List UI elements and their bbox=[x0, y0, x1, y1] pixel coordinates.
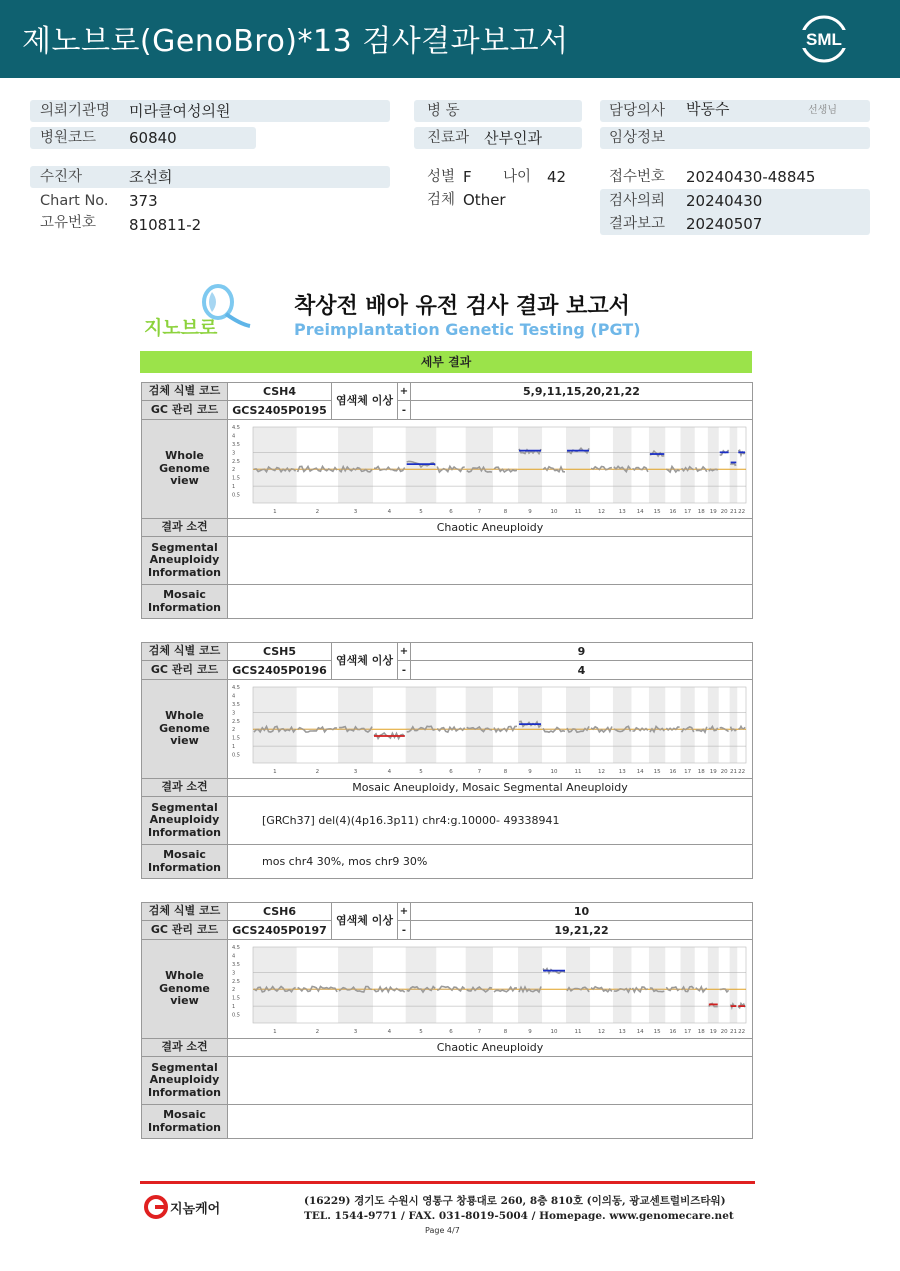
loss-sign: - bbox=[398, 661, 411, 680]
loss-sign: - bbox=[398, 401, 411, 420]
specimen-value: Other bbox=[463, 191, 506, 209]
whole-genome-label: Whole Genome view bbox=[142, 680, 228, 779]
sex-label: 성별 bbox=[427, 169, 456, 185]
x-tick-label: 20 bbox=[720, 768, 728, 775]
segmental-label: Segmental Aneuploidy Information bbox=[142, 537, 228, 585]
y-tick-label: 3 bbox=[232, 449, 236, 456]
chart-frame bbox=[253, 427, 746, 503]
x-tick-label: 13 bbox=[618, 768, 626, 775]
unique-no-label: 고유번호 bbox=[40, 215, 97, 231]
y-tick-label: 4 bbox=[232, 952, 236, 959]
x-tick-label: 17 bbox=[684, 768, 692, 775]
x-tick-label: 14 bbox=[636, 768, 644, 775]
loss-sign: - bbox=[398, 921, 411, 940]
whole-genome-label: Whole Genome view bbox=[142, 940, 228, 1039]
sample-table bbox=[141, 902, 753, 1139]
x-tick-label: 11 bbox=[574, 1028, 582, 1035]
x-tick-label: 11 bbox=[574, 508, 582, 515]
x-tick-label: 18 bbox=[697, 508, 705, 515]
footer-address-block bbox=[304, 1194, 734, 1224]
gc-code-value: GCS2405P0197 bbox=[228, 921, 332, 940]
doctor-value: 박동수 bbox=[686, 100, 730, 118]
y-tick-label: 4.5 bbox=[232, 684, 240, 691]
report-title: 착상전 배아 유전 검사 결과 보고서 bbox=[294, 294, 630, 319]
gains-value: 9 bbox=[411, 643, 753, 661]
chromosome-band bbox=[613, 947, 632, 1023]
y-tick-label: 1 bbox=[232, 483, 236, 490]
sample-code-label: 검체 식별 코드 bbox=[142, 643, 228, 661]
y-tick-label: 3 bbox=[232, 969, 236, 976]
x-tick-label: 8 bbox=[503, 508, 508, 515]
chromosome-band bbox=[681, 427, 695, 503]
x-tick-label: 2 bbox=[315, 1028, 320, 1035]
x-tick-label: 3 bbox=[353, 1028, 358, 1035]
chromosome-band bbox=[253, 687, 297, 763]
chromosome-band bbox=[406, 947, 437, 1023]
x-tick-label: 16 bbox=[669, 508, 677, 515]
x-tick-label: 22 bbox=[738, 1028, 746, 1035]
x-tick-label: 1 bbox=[273, 768, 277, 775]
chromosome-band bbox=[566, 687, 590, 763]
doctor-suffix: 선생님 bbox=[808, 105, 837, 116]
whole-genome-chart-cell bbox=[228, 420, 753, 519]
gc-code-label: GC 관리 코드 bbox=[142, 661, 228, 680]
gc-code-value: GCS2405P0195 bbox=[228, 401, 332, 420]
y-tick-label: 3.5 bbox=[232, 961, 240, 968]
y-tick-label: 0.5 bbox=[232, 492, 240, 499]
hospital-code-value: 60840 bbox=[129, 129, 177, 147]
x-tick-label: 19 bbox=[709, 1028, 717, 1035]
chart-frame bbox=[253, 687, 746, 763]
x-tick-label: 20 bbox=[720, 1028, 728, 1035]
x-tick-label: 20 bbox=[720, 508, 728, 515]
x-tick-label: 21 bbox=[729, 508, 737, 515]
gains-value: 5,9,11,15,20,21,22 bbox=[411, 383, 753, 401]
chromosome-band bbox=[406, 687, 437, 763]
sample-code-label: 검체 식별 코드 bbox=[142, 903, 228, 921]
patient-name: 조선희 bbox=[129, 168, 173, 186]
copy-number-trace bbox=[298, 727, 338, 732]
chromosome-band bbox=[708, 947, 719, 1023]
y-tick-label: 2 bbox=[232, 466, 236, 473]
x-tick-label: 2 bbox=[315, 768, 320, 775]
y-tick-label: 0.5 bbox=[232, 1012, 240, 1019]
chromosome-abn-label: 염색체 이상 bbox=[332, 643, 398, 680]
request-value: 20240430 bbox=[686, 192, 763, 210]
x-tick-label: 18 bbox=[697, 768, 705, 775]
chromosome-band bbox=[649, 947, 665, 1023]
chromosome-band bbox=[338, 947, 373, 1023]
x-tick-label: 14 bbox=[636, 508, 644, 515]
x-tick-label: 21 bbox=[729, 768, 737, 775]
x-tick-label: 5 bbox=[419, 1028, 423, 1035]
mosaic-value bbox=[228, 1105, 753, 1139]
y-tick-label: 2.5 bbox=[232, 458, 240, 465]
section-title: 세부 결과 bbox=[140, 351, 752, 373]
chromosome-band bbox=[708, 687, 719, 763]
chromosome-band bbox=[518, 947, 542, 1023]
mosaic-label: Mosaic Information bbox=[142, 1105, 228, 1139]
x-tick-label: 22 bbox=[738, 508, 746, 515]
x-tick-label: 16 bbox=[669, 1028, 677, 1035]
x-tick-label: 13 bbox=[618, 508, 626, 515]
gc-code-value: GCS2405P0196 bbox=[228, 661, 332, 680]
segmental-value bbox=[228, 1057, 753, 1105]
header-bar bbox=[0, 0, 900, 78]
chromosome-band bbox=[681, 687, 695, 763]
y-tick-label: 2 bbox=[232, 726, 236, 733]
y-tick-label: 3.5 bbox=[232, 441, 240, 448]
patient-label: 수진자 bbox=[40, 169, 83, 185]
chromosome-band bbox=[518, 427, 542, 503]
x-tick-label: 10 bbox=[550, 768, 558, 775]
segmental-value: [GRCh37] del(4)(4p16.3p11) chr4:g.10000- 49338941 bbox=[228, 797, 753, 845]
chromosome-band bbox=[730, 947, 738, 1023]
x-tick-label: 17 bbox=[684, 508, 692, 515]
whole-genome-chart bbox=[228, 941, 752, 1038]
y-tick-label: 1 bbox=[232, 1003, 236, 1010]
y-tick-label: 3 bbox=[232, 709, 236, 716]
genobro-logo bbox=[140, 280, 255, 340]
chromosome-band bbox=[730, 687, 738, 763]
x-tick-label: 12 bbox=[597, 768, 605, 775]
chromosome-band bbox=[649, 427, 665, 503]
segmental-value bbox=[228, 537, 753, 585]
report-subtitle: Preimplantation Genetic Testing (PGT) bbox=[294, 320, 641, 339]
result-finding-label: 결과 소견 bbox=[142, 1039, 228, 1057]
x-tick-label: 8 bbox=[503, 1028, 508, 1035]
copy-number-trace bbox=[543, 727, 565, 732]
copy-number-trace bbox=[738, 726, 745, 729]
clinical-label: 임상정보 bbox=[609, 130, 666, 146]
chromosome-band bbox=[613, 687, 632, 763]
whole-genome-chart bbox=[228, 681, 752, 778]
result-date-label: 결과보고 bbox=[609, 216, 666, 232]
sample-code-value: CSH6 bbox=[228, 903, 332, 921]
chart-no-value: 373 bbox=[129, 192, 158, 210]
chromosome-band bbox=[338, 427, 373, 503]
chromosome-abn-label: 염색체 이상 bbox=[332, 903, 398, 940]
department-label: 진료과 bbox=[427, 130, 470, 146]
chromosome-band bbox=[613, 427, 632, 503]
unique-no-value: 810811-2 bbox=[129, 216, 202, 234]
x-tick-label: 3 bbox=[353, 768, 358, 775]
segmental-label: Segmental Aneuploidy Information bbox=[142, 797, 228, 845]
chromosome-band bbox=[649, 687, 665, 763]
chromosome-band bbox=[338, 687, 373, 763]
y-tick-label: 3.5 bbox=[232, 701, 240, 708]
gain-sign: + bbox=[398, 383, 411, 401]
result-finding-label: 결과 소견 bbox=[142, 779, 228, 797]
chromosome-band bbox=[566, 947, 590, 1023]
x-tick-label: 15 bbox=[653, 1028, 661, 1035]
x-tick-label: 21 bbox=[729, 1028, 737, 1035]
footer-address: (16229) 경기도 수원시 영통구 창룡대로 260, 8층 810호 (이의동, 광교센트럴비즈타워) bbox=[304, 1195, 726, 1207]
copy-number-trace bbox=[437, 986, 465, 991]
sample-table bbox=[141, 642, 753, 879]
x-tick-label: 9 bbox=[528, 1028, 532, 1035]
sample-table bbox=[141, 382, 753, 619]
x-tick-label: 18 bbox=[697, 1028, 705, 1035]
y-tick-label: 2.5 bbox=[232, 718, 240, 725]
sml-logo bbox=[796, 14, 852, 64]
x-tick-label: 5 bbox=[419, 768, 423, 775]
receipt-value: 20240430-48845 bbox=[686, 168, 816, 186]
institution-label: 의뢰기관명 bbox=[40, 103, 111, 119]
whole-genome-chart bbox=[228, 421, 752, 518]
genomecare-logo-text: 지놈케어 bbox=[170, 1202, 221, 1217]
chromosome-abn-label: 염색체 이상 bbox=[332, 383, 398, 420]
sex-value: F bbox=[463, 168, 472, 186]
x-tick-label: 19 bbox=[709, 508, 717, 515]
mosaic-value: mos chr4 30%, mos chr9 30% bbox=[228, 845, 753, 879]
gain-sign: + bbox=[398, 643, 411, 661]
chromosome-band bbox=[681, 947, 695, 1023]
gain-sign: + bbox=[398, 903, 411, 921]
age-label: 나이 bbox=[503, 169, 532, 185]
y-tick-label: 4 bbox=[232, 692, 236, 699]
x-tick-label: 13 bbox=[618, 1028, 626, 1035]
x-tick-label: 12 bbox=[597, 1028, 605, 1035]
y-tick-label: 2 bbox=[232, 986, 236, 993]
sample-code-value: CSH4 bbox=[228, 383, 332, 401]
segmental-label: Segmental Aneuploidy Information bbox=[142, 1057, 228, 1105]
y-tick-label: 0.5 bbox=[232, 752, 240, 759]
chromosome-band bbox=[566, 427, 590, 503]
mosaic-label: Mosaic Information bbox=[142, 585, 228, 619]
x-tick-label: 10 bbox=[550, 1028, 558, 1035]
report-header-title: 제노브로(GenoBro)*13 검사결과보고서 bbox=[22, 24, 569, 59]
losses-value: 19,21,22 bbox=[411, 921, 753, 940]
sample-code-value: CSH5 bbox=[228, 643, 332, 661]
y-tick-label: 2.5 bbox=[232, 978, 240, 985]
x-tick-label: 3 bbox=[353, 508, 358, 515]
result-finding-value: Chaotic Aneuploidy bbox=[228, 519, 753, 537]
department-value: 산부인과 bbox=[484, 129, 542, 147]
chromosome-band bbox=[466, 427, 493, 503]
gc-code-label: GC 관리 코드 bbox=[142, 921, 228, 940]
chromosome-band bbox=[253, 947, 297, 1023]
x-tick-label: 16 bbox=[669, 768, 677, 775]
losses-value: 4 bbox=[411, 661, 753, 680]
x-tick-label: 9 bbox=[528, 508, 532, 515]
x-tick-label: 10 bbox=[550, 508, 558, 515]
y-tick-label: 1 bbox=[232, 743, 236, 750]
chromosome-band bbox=[466, 947, 493, 1023]
doctor-label: 담당의사 bbox=[609, 103, 666, 119]
footer-divider bbox=[140, 1181, 755, 1184]
whole-genome-label: Whole Genome view bbox=[142, 420, 228, 519]
x-tick-label: 6 bbox=[449, 768, 453, 775]
x-tick-label: 12 bbox=[597, 508, 605, 515]
x-tick-label: 15 bbox=[653, 768, 661, 775]
x-tick-label: 8 bbox=[503, 768, 508, 775]
x-tick-label: 5 bbox=[419, 508, 423, 515]
x-tick-label: 4 bbox=[387, 508, 392, 515]
whole-genome-chart-cell bbox=[228, 680, 753, 779]
specimen-label: 검체 bbox=[427, 192, 456, 208]
x-tick-label: 6 bbox=[449, 1028, 453, 1035]
result-date-value: 20240507 bbox=[686, 215, 763, 233]
losses-value bbox=[411, 401, 753, 420]
receipt-label: 접수번호 bbox=[609, 169, 666, 185]
x-tick-label: 15 bbox=[653, 508, 661, 515]
y-tick-label: 1.5 bbox=[232, 995, 240, 1002]
sml-logo-text: SML bbox=[806, 30, 842, 49]
x-tick-label: 1 bbox=[273, 508, 277, 515]
x-tick-label: 2 bbox=[315, 508, 320, 515]
x-tick-label: 11 bbox=[574, 768, 582, 775]
chromosome-band bbox=[708, 427, 719, 503]
mosaic-value bbox=[228, 585, 753, 619]
request-label: 검사의뢰 bbox=[609, 193, 666, 209]
y-tick-label: 4.5 bbox=[232, 424, 240, 431]
sample-code-label: 검체 식별 코드 bbox=[142, 383, 228, 401]
age-value: 42 bbox=[547, 168, 567, 186]
whole-genome-chart-cell bbox=[228, 940, 753, 1039]
gains-value: 10 bbox=[411, 903, 753, 921]
x-tick-label: 14 bbox=[636, 1028, 644, 1035]
institution-value: 미라클여성의원 bbox=[129, 102, 231, 120]
chromosome-band bbox=[466, 687, 493, 763]
gc-code-label: GC 관리 코드 bbox=[142, 401, 228, 420]
chart-frame bbox=[253, 947, 746, 1023]
x-tick-label: 17 bbox=[684, 1028, 692, 1035]
genobro-logo-text: 지노브로 bbox=[144, 317, 218, 339]
y-tick-label: 4 bbox=[232, 432, 236, 439]
chart-no-label: Chart No. bbox=[40, 193, 109, 209]
patient-row bbox=[30, 166, 390, 188]
x-tick-label: 22 bbox=[738, 768, 746, 775]
y-tick-label: 4.5 bbox=[232, 944, 240, 951]
y-tick-label: 1.5 bbox=[232, 735, 240, 742]
y-tick-label: 1.5 bbox=[232, 475, 240, 482]
x-tick-label: 19 bbox=[709, 768, 717, 775]
genomecare-logo bbox=[144, 1193, 234, 1221]
ward-label: 병 동 bbox=[427, 103, 460, 119]
x-tick-label: 7 bbox=[477, 508, 482, 515]
x-tick-label: 4 bbox=[387, 768, 392, 775]
result-finding-value: Chaotic Aneuploidy bbox=[228, 1039, 753, 1057]
x-tick-label: 1 bbox=[273, 1028, 277, 1035]
x-tick-label: 9 bbox=[528, 768, 532, 775]
mosaic-label: Mosaic Information bbox=[142, 845, 228, 879]
result-finding-label: 결과 소견 bbox=[142, 519, 228, 537]
footer-contact: TEL. 1544-9771 / FAX. 031-8019-5004 / Homepage. www.genomecare.net bbox=[304, 1210, 734, 1222]
x-tick-label: 7 bbox=[477, 1028, 482, 1035]
result-finding-value: Mosaic Aneuploidy, Mosaic Segmental Aneuploidy bbox=[228, 779, 753, 797]
hospital-code-label: 병원코드 bbox=[40, 130, 97, 146]
x-tick-label: 4 bbox=[387, 1028, 392, 1035]
x-tick-label: 7 bbox=[477, 768, 482, 775]
x-tick-label: 6 bbox=[449, 508, 453, 515]
page-number: Page 4/7 bbox=[425, 1226, 460, 1235]
chromosome-band bbox=[253, 427, 297, 503]
